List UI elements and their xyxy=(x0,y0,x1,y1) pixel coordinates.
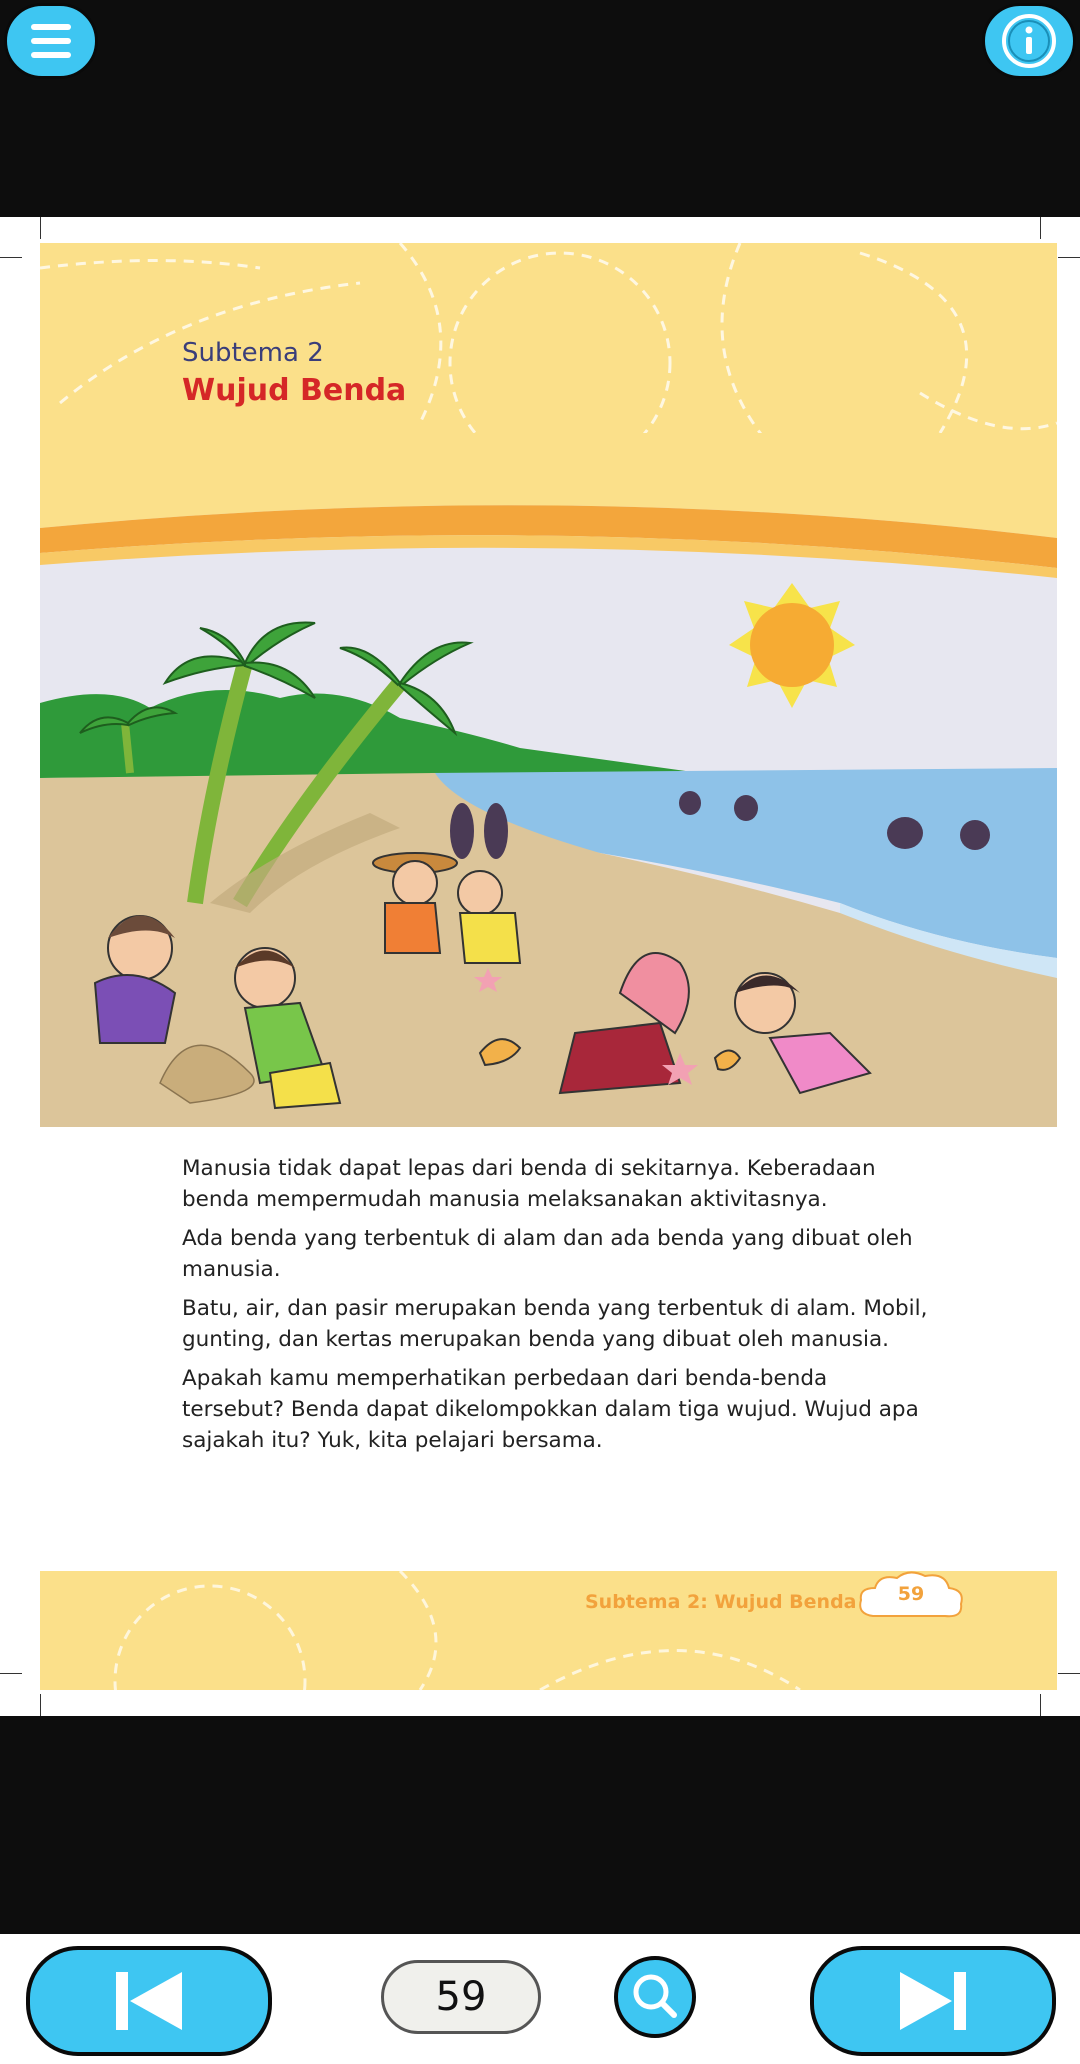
skip-previous-icon xyxy=(30,1950,268,2052)
viewer-background xyxy=(0,1716,1080,1934)
subtema-label: Subtema 2 xyxy=(182,338,324,368)
search-button[interactable] xyxy=(614,1956,696,2038)
paragraph: Ada benda yang terbentuk di alam dan ada benda yang dibuat oleh manusia. xyxy=(182,1226,913,1282)
beach-illustration xyxy=(40,433,1057,1127)
footer-title: Subtema 2: Wujud Benda xyxy=(585,1591,857,1613)
bottom-navigation xyxy=(0,1934,1080,2064)
body-text xyxy=(182,1153,932,1464)
skip-next-icon xyxy=(814,1950,1052,2052)
paragraph: Apakah kamu memperhatikan perbedaan dari benda-benda tersebut? Benda dapat dikelompokkan dalam tiga wujud. Wujud apa sajakah itu? Yuk, kita pelajari bersama. xyxy=(182,1366,919,1453)
page-number-input[interactable]: 59 xyxy=(381,1960,541,2034)
paragraph: Batu, air, dan pasir merupakan benda yang terbentuk di alam. Mobil, gunting, dan kertas merupakan benda yang dibuat oleh manusia. xyxy=(182,1296,928,1352)
footer-page-number: 59 xyxy=(897,1583,925,1605)
next-page-button[interactable] xyxy=(810,1946,1056,2056)
previous-page-button[interactable] xyxy=(26,1946,272,2056)
search-icon xyxy=(618,1960,692,2034)
subtema-title: Wujud Benda xyxy=(182,373,407,408)
page-content xyxy=(40,243,1057,1690)
top-toolbar xyxy=(0,0,1080,217)
footer-band xyxy=(40,1571,1057,1690)
menu-button[interactable] xyxy=(4,3,98,79)
info-icon xyxy=(985,6,1073,76)
paragraph: Manusia tidak dapat lepas dari benda di sekitarnya. Keberadaan benda mempermudah manusia melaksanakan aktivitasnya. xyxy=(182,1156,876,1212)
info-button[interactable] xyxy=(982,3,1076,79)
